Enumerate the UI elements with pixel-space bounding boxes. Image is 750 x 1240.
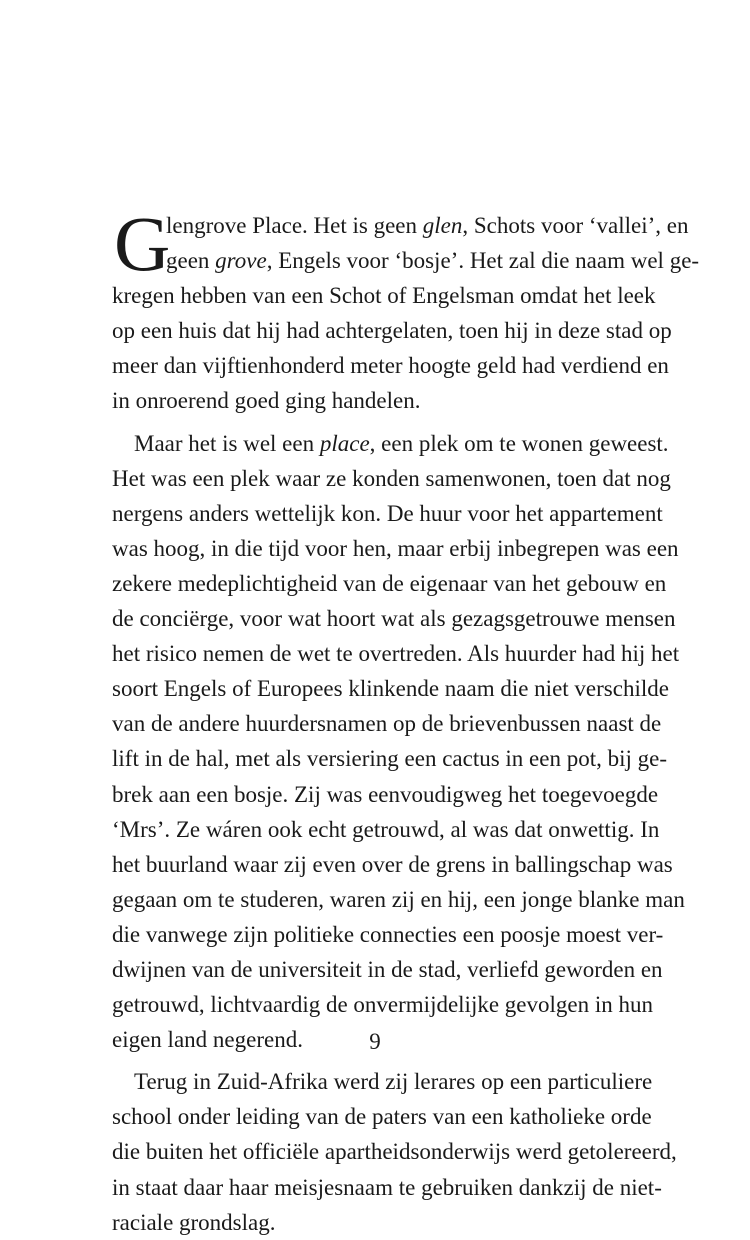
paragraph (112, 200, 700, 419)
page-number: 9 (369, 1029, 381, 1054)
text-line: lengrove Place. Het is geen glen, Schots voor ‘vallei’, en (166, 213, 689, 238)
text-line: van de andere huurdersnamen op de brievenbussen naast de (112, 711, 662, 737)
text-line: op een huis dat hij had achtergelaten, toen hij in deze stad op (112, 318, 672, 344)
text-line: het buurland waar zij even over de grens in ballingschap was (112, 851, 673, 877)
paragraph (112, 426, 685, 1058)
italic-word: grove (215, 248, 267, 274)
text-line: nergens anders wettelijk kon. De huur voor het appartement (112, 500, 663, 526)
paragraph (112, 1064, 677, 1239)
text-line: in onroerend goed ging handelen. (112, 388, 421, 414)
text-line: brek aan een bosje. Zij was eenvoudigweg het toegevoegde (112, 781, 659, 807)
text-line: was hoog, in die tijd voor hen, maar erbij inbegrepen was een (112, 535, 679, 561)
text-line: kregen hebben van een Schot of Engelsman omdat het leek (112, 283, 656, 309)
text-line: meer dan vijftienhonderd meter hoogte geld had verdiend en (112, 353, 669, 379)
text-line: geen grove, Engels voor ‘bosje’. Het zal die naam wel ge- (166, 248, 700, 274)
italic-word: glen (422, 213, 463, 238)
text-line: zekere medeplichtigheid van de eigenaar van het gebouw en (112, 570, 667, 596)
text-line: gegaan om te studeren, waren zij en hij, een jonge blanke man (112, 886, 685, 912)
text-line: eigen land negerend. (112, 1027, 303, 1053)
body-text (112, 200, 700, 1240)
text-line: ‘Mrs’. Ze wáren ook echt getrouwd, al was dat onwettig. In (112, 816, 660, 842)
text-line: de conciërge, voor wat hoort wat als gezagsgetrouwe mensen (112, 606, 676, 632)
text-line: in staat daar haar meisjesnaam te gebruiken dankzij de niet- (112, 1174, 662, 1200)
text-line: het risico nemen de wet te overtreden. Als huurder had hij het (112, 641, 680, 667)
text-line: school onder leiding van de paters van een katholieke orde (112, 1104, 652, 1130)
drop-cap: G (114, 200, 171, 287)
text-line: lift in de hal, met als versiering een cactus in een pot, bij ge- (112, 746, 668, 772)
text-line: Het was een plek waar ze konden samenwonen, toen dat nog (112, 465, 671, 491)
text-line: Maar het is wel een place, een plek om te wonen geweest. (134, 430, 669, 456)
text-line: Terug in Zuid-Afrika werd zij lerares op een particuliere (134, 1069, 653, 1095)
text-line: die buiten het officiële apartheidsonderwijs werd getolereerd, (112, 1139, 677, 1165)
text-line: raciale grondslag. (112, 1209, 276, 1235)
text-line: soort Engels of Europees klinkende naam die niet verschilde (112, 676, 669, 702)
text-line: dwijnen van de universiteit in de stad, verliefd geworden en (112, 956, 663, 982)
text-line: getrouwd, lichtvaardig de onvermijdelijke gevolgen in hun (112, 992, 653, 1018)
italic-word: place (319, 430, 370, 456)
text-line: die vanwege zijn politieke connecties een poosje moest ver- (112, 921, 664, 947)
